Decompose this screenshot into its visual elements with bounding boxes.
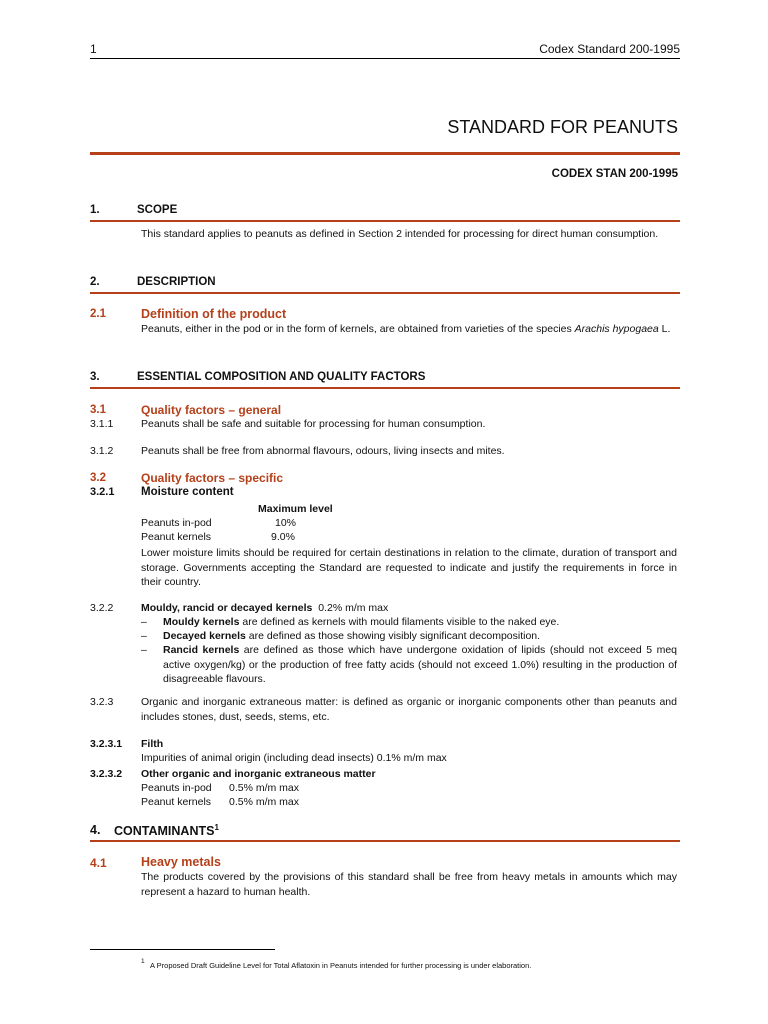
section-2-title: DESCRIPTION bbox=[137, 276, 216, 288]
list-item: Rancid kernels are defined as those which have undergone oxidation of lipids (should not exceed 5 meq active oxygen/kg) or the production of free fatty acids (should not exceed 1.0%) resulting in the production of disagreeable flavours. bbox=[163, 644, 678, 685]
footnote-reference: 1 bbox=[214, 823, 219, 832]
section-4-title: CONTAMINANTS$^1$ bbox=[114, 823, 219, 839]
section-2-number: 2. bbox=[90, 276, 100, 288]
section-4-1-number: 4.1 bbox=[90, 856, 107, 870]
section-3-2-3-1-number: 3.2.3.1 bbox=[90, 738, 123, 750]
section-2-1-title: Definition of the product bbox=[141, 307, 287, 321]
section-3-2-3-2-number: 3.2.3.2 bbox=[90, 768, 123, 780]
section-3-2-1-title: Moisture content bbox=[141, 486, 234, 498]
section-4-1-title: Heavy metals bbox=[141, 855, 221, 869]
section-3-2-2-heading: Mouldy, rancid or decayed kernels 0.2% m/m max bbox=[141, 602, 389, 614]
page-title: STANDARD FOR PEANUTS bbox=[447, 117, 678, 137]
section-3-number: 3. bbox=[90, 371, 100, 383]
section-3-1-1-number: 3.1.1 bbox=[90, 418, 114, 430]
section-2-1-text: Peanuts, either in the pod or in the form of kernels, are obtained from varieties of the species Arachis hypogaea L. bbox=[141, 323, 671, 335]
list-item: Decayed kernels are defined as those showing visibly significant decomposition. bbox=[163, 630, 541, 642]
moisture-row-label: Peanut kernels bbox=[141, 531, 212, 543]
section-4-1-text: The products covered by the provisions of this standard shall be free from heavy metals in amounts which may represent a hazard to human health. bbox=[141, 871, 677, 898]
section-3-2-3-text: Organic and inorganic extraneous matter: is defined as organic or inorganic components other than peanuts and includes stones, dust, seeds, stems, etc. bbox=[141, 696, 677, 723]
extraneous-row-value: 0.5% m/m max bbox=[229, 782, 300, 794]
section-1-rule bbox=[90, 220, 680, 222]
moisture-row-label: Peanuts in-pod bbox=[141, 517, 212, 529]
section-1-text: This standard applies to peanuts as defined in Section 2 intended for processing for direct human consumption. bbox=[141, 228, 659, 240]
footnote-text: A Proposed Draft Guideline Level for Total Aflatoxin in Peanuts intended for further processing is under elaboration. bbox=[150, 961, 532, 970]
footnote-separator bbox=[90, 949, 275, 950]
section-3-title: ESSENTIAL COMPOSITION AND QUALITY FACTORS bbox=[137, 371, 426, 383]
standard-reference: Codex Standard 200-1995 bbox=[539, 42, 680, 56]
moisture-row-value: 9.0% bbox=[271, 531, 295, 543]
section-3-2-3-1-text: Impurities of animal origin (including dead insects) 0.1% m/m max bbox=[141, 752, 447, 764]
moisture-row-value: 10% bbox=[275, 517, 297, 529]
section-3-2-2-number: 3.2.2 bbox=[90, 602, 114, 614]
section-3-1-number: 3.1 bbox=[90, 404, 106, 416]
section-4-number: 4. bbox=[90, 823, 101, 837]
extraneous-row-value: 0.5% m/m max bbox=[229, 796, 300, 808]
section-4-rule bbox=[90, 840, 680, 842]
extraneous-row-label: Peanut kernels bbox=[141, 796, 212, 808]
page-number: 1 bbox=[90, 42, 97, 56]
section-3-2-3-number: 3.2.3 bbox=[90, 696, 114, 708]
section-3-2-1-number: 3.2.1 bbox=[90, 486, 115, 498]
section-3-2-number: 3.2 bbox=[90, 472, 106, 484]
moisture-note: Lower moisture limits should be required for certain destinations in relation to the climate, duration of transport and storage. Governments accepting the Standard are requested to indicate and justify the requirements in force in their country. bbox=[141, 547, 677, 588]
section-3-2-3-2-title: Other organic and inorganic extraneous matter bbox=[141, 768, 376, 780]
section-3-rule bbox=[90, 387, 680, 389]
section-3-1-2-text: Peanuts shall be free from abnormal flavours, odours, living insects and mites. bbox=[141, 445, 505, 457]
section-3-1-2-number: 3.1.2 bbox=[90, 445, 114, 457]
section-2-rule bbox=[90, 292, 680, 294]
list-dash: – bbox=[141, 616, 147, 628]
section-1-number: 1. bbox=[90, 204, 100, 216]
section-3-1-1-text: Peanuts shall be safe and suitable for processing for human consumption. bbox=[141, 418, 486, 430]
list-dash: – bbox=[141, 630, 147, 642]
header-rule bbox=[90, 58, 680, 59]
section-3-2-title: Quality factors – specific bbox=[141, 471, 284, 485]
footnote-mark: 1 bbox=[141, 958, 145, 965]
codex-stan-code: CODEX STAN 200-1995 bbox=[551, 168, 678, 180]
section-1-title: SCOPE bbox=[137, 204, 178, 216]
list-dash: – bbox=[141, 644, 147, 656]
section-3-1-title: Quality factors – general bbox=[141, 403, 282, 417]
extraneous-row-label: Peanuts in-pod bbox=[141, 782, 212, 794]
section-2-1-number: 2.1 bbox=[90, 308, 106, 320]
list-item: Mouldy kernels are defined as kernels with mould filaments visible to the naked eye. bbox=[163, 616, 560, 628]
title-rule bbox=[90, 152, 680, 155]
section-3-2-3-1-title: Filth bbox=[141, 738, 164, 750]
moisture-table-header: Maximum level bbox=[258, 503, 333, 515]
